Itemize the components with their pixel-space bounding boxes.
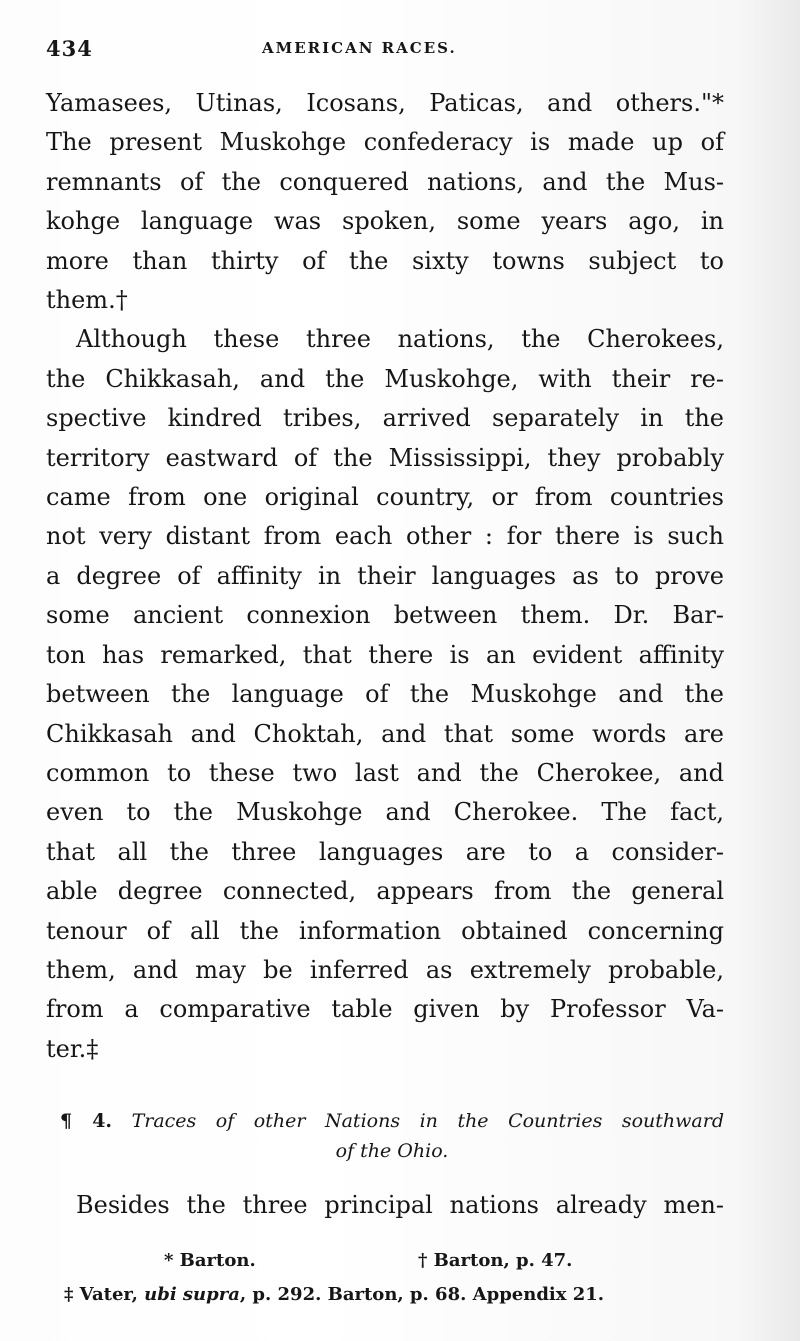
running-title: AMERICAN RACES. <box>262 39 457 57</box>
running-head <box>46 36 726 66</box>
text-line: The present Muskohge confederacy is made up of <box>46 128 724 157</box>
text-line: able degree connected, appears from the general <box>46 877 724 906</box>
section-number: ¶ 4. <box>60 1110 113 1132</box>
footnote-ddagger-italic: ubi supra <box>144 1284 240 1305</box>
text-line: tenour of all the information obtained concerning <box>46 916 724 945</box>
section-heading-line-1 <box>60 1106 724 1136</box>
text-line: a degree of affinity in their languages as to prove <box>46 561 724 590</box>
text-line: even to the Muskohge and Cherokee. The fact, <box>46 798 724 827</box>
body-text <box>46 84 724 1069</box>
section-title-part-1: Traces of other Nations in the Countries southward <box>131 1110 724 1132</box>
footnote-star: * Barton. <box>164 1250 256 1271</box>
page-number: 434 <box>46 36 93 61</box>
text-line: more than thirty of the sixty towns subject to <box>46 246 724 275</box>
footnote-ddagger-prefix: ‡ Vater, <box>64 1284 145 1305</box>
footnote-row <box>46 1244 724 1278</box>
text-line: them.† <box>46 286 128 315</box>
section-title-part-2: of the Ohio. <box>335 1140 449 1162</box>
footnotes <box>46 1244 724 1312</box>
text-line: came from one original country, or from countries <box>46 483 724 512</box>
footnote-double-dagger <box>46 1278 724 1312</box>
text-line: them, and may be inferred as extremely probable, <box>46 955 724 984</box>
text-line: kohge language was spoken, some years ago, in <box>46 207 724 236</box>
text-line: ton has remarked, that there is an evident affinity <box>46 640 724 669</box>
text-line: between the language of the Muskohge and the <box>46 680 724 709</box>
text-line: Chikkasah and Choktah, and that some words are <box>46 719 724 748</box>
text-line: Yamasees, Utinas, Icosans, Paticas, and others."* <box>46 89 724 117</box>
text-line: common to these two last and the Cherokee, and <box>46 758 724 787</box>
text-line: not very distant from each other : for there is such <box>46 522 724 551</box>
section-body <box>46 1186 724 1225</box>
text-line: remnants of the conquered nations, and the Mus- <box>46 167 724 196</box>
text-line: that all the three languages are to a consider- <box>46 837 724 866</box>
text-line: from a comparative table given by Professor Va- <box>46 995 724 1024</box>
text-line: ter.‡ <box>46 1034 99 1063</box>
text-line: Besides the three principal nations already men- <box>76 1191 724 1219</box>
paragraph-1 <box>46 84 724 320</box>
footnote-dagger: † Barton, p. 47. <box>418 1250 573 1271</box>
footnote-ddagger-rest: , p. 292. Barton, p. 68. Appendix 21. <box>239 1284 605 1305</box>
text-line: territory eastward of the Mississippi, they probably <box>46 443 724 472</box>
text-line: some ancient connexion between them. Dr. Bar- <box>46 601 724 630</box>
paragraph-2 <box>46 320 724 1069</box>
section-heading <box>60 1106 724 1166</box>
text-line: Although these three nations, the Cherokees, <box>76 325 724 354</box>
text-line: spective kindred tribes, arrived separately in the <box>46 404 724 433</box>
text-line: the Chikkasah, and the Muskohge, with their re- <box>46 364 724 393</box>
